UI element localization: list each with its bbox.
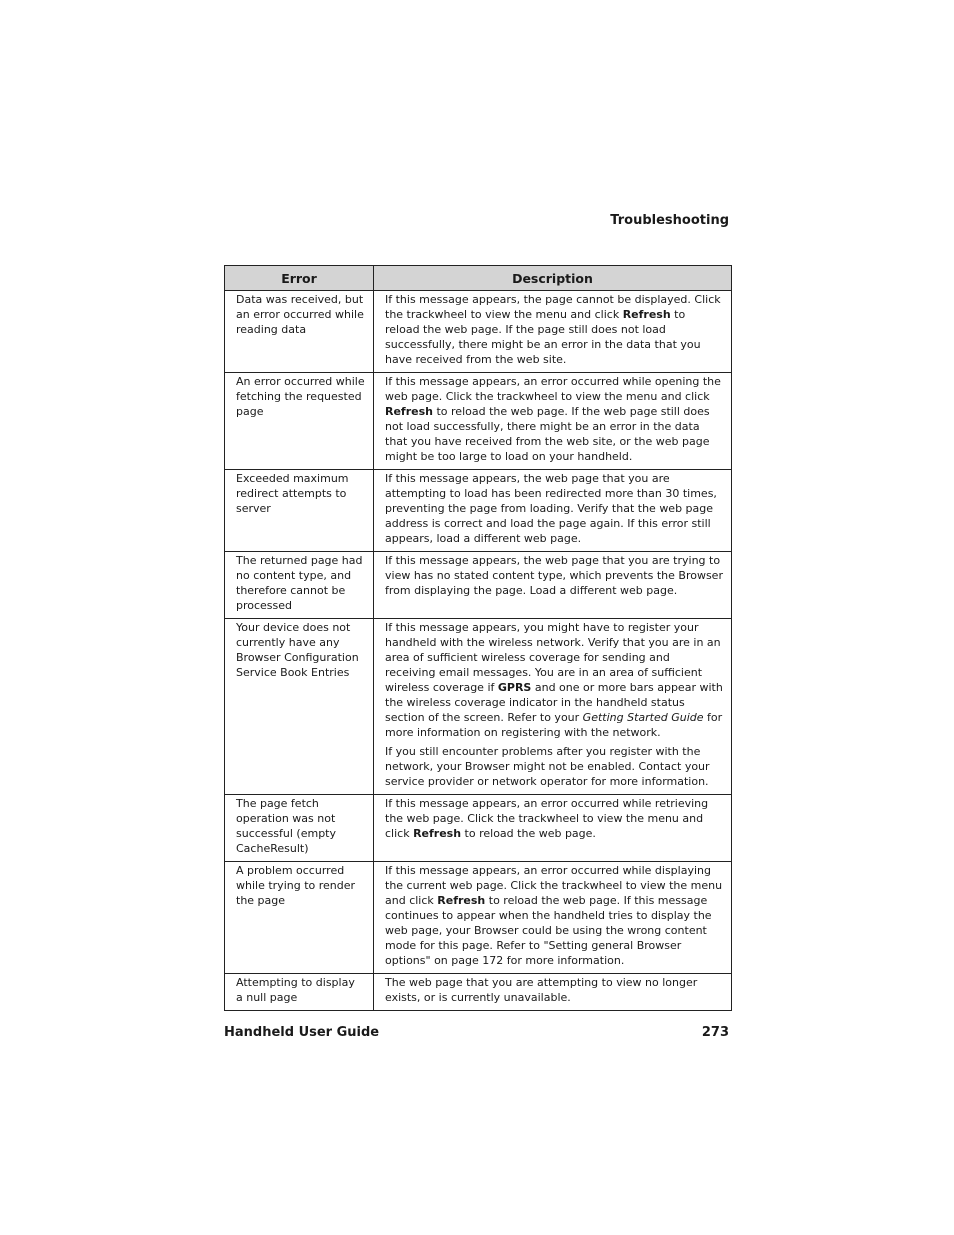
table-header-row [225,266,732,291]
text-run: If you still encounter problems after you register with the network, your Browser might not be enabled. Contact your service provider or network operator for more information. [385,745,710,788]
error-cell: Your device does not currently have any Browser Configuration Service Book Entries [225,619,374,795]
description-paragraph [385,796,723,841]
description-cell [374,795,732,862]
text-run: to reload the web page. If the page still does not load successfully, there might be an error in the data that you have received from the web site. [385,308,701,366]
bold-term: Refresh [385,405,433,418]
description-cell [374,974,732,1011]
bold-term: Refresh [413,827,462,840]
description-cell [374,373,732,470]
error-cell: The page fetch operation was not successful (empty CacheResult) [225,795,374,862]
text-run: The web page that you are attempting to view no longer exists, or is currently unavailable. [385,976,698,1004]
description-paragraph [385,292,723,367]
text-run: If this message appears, you might have to register your handheld with the wireless network. Verify that you are in an area of sufficient wireless coverage for sending and receiving email messages. You are in an area of sufficient wireless coverage if [385,621,721,694]
table-row [225,795,732,862]
description-paragraph [385,863,723,968]
table-row [225,862,732,974]
description-paragraph [385,374,723,464]
description-paragraph [385,975,723,1005]
section-title: Troubleshooting [610,213,729,228]
text-run: and one or more bars appear with the wireless coverage indicator in the handheld status section of the screen. Refer to your [385,681,723,724]
text-run: If this message appears, the web page that you are trying to view has no stated content type, which prevents the Browser from displaying the page. Load a different web page. [385,554,723,597]
text-run: If this message appears, an error occurred while retrieving the web page. Click the trackwheel to view the menu and click [385,797,709,840]
description-cell [374,470,732,552]
table-row [225,373,732,470]
text-run: for more information on registering with the network. [385,711,723,739]
error-cell: Data was received, but an error occurred while reading data [225,291,374,373]
footer-guide-title: Handheld User Guide [224,1025,380,1040]
text-run: to reload the web page. If the web page still does not load successfully, there might be an error in the data that you have received from the web site, or the web page might be too large to load on your handheld. [385,405,710,463]
description-cell [374,552,732,619]
text-run: If this message appears, the web page that you are attempting to load has been redirected more than 30 times, preventing the page from loading. Verify that the web page address is correct and load the page again. If this error still appears, load a different web page. [385,472,717,545]
error-cell: An error occurred while fetching the requested page [225,373,374,470]
page-number: 273 [701,1025,729,1040]
error-cell: Exceeded maximum redirect attempts to server [225,470,374,552]
error-cell: Attempting to display a null page [225,974,374,1011]
text-run: to reload the web page. If this message continues to appear when the handheld tries to display the web page, your Browser could be using the wrong content mode for this page. Refer to "Setting general Browser options" on page 172 for more information. [385,894,712,967]
column-header-description: Description [374,266,732,291]
error-cell: The returned page had no content type, and therefore cannot be processed [225,552,374,619]
description-paragraph [385,744,723,789]
description-paragraph [385,620,723,740]
description-cell [374,291,732,373]
description-cell [374,619,732,795]
table-row [225,470,732,552]
table-row [225,552,732,619]
table-row [225,974,732,1011]
description-paragraph [385,553,723,598]
description-cell [374,862,732,974]
table-row [225,619,732,795]
bold-term: Refresh [622,308,671,321]
text-run: If this message appears, an error occurred while opening the web page. Click the trackwheel to view the menu and click [385,375,721,403]
bold-term: GPRS [497,681,532,694]
error-table [224,265,732,1011]
column-header-error: Error [225,266,374,291]
italic-title: Getting Started Guide [582,711,704,724]
text-run: If this message appears, an error occurred while displaying the current web page. Click the trackwheel to view the menu and click [385,864,723,907]
description-paragraph [385,471,723,546]
text-run: If this message appears, the page cannot be displayed. Click the trackwheel to view the menu and click [385,293,721,321]
text-run: to reload the web page. [461,827,596,840]
bold-term: Refresh [437,894,486,907]
error-cell: A problem occurred while trying to render the page [225,862,374,974]
table-row [225,291,732,373]
